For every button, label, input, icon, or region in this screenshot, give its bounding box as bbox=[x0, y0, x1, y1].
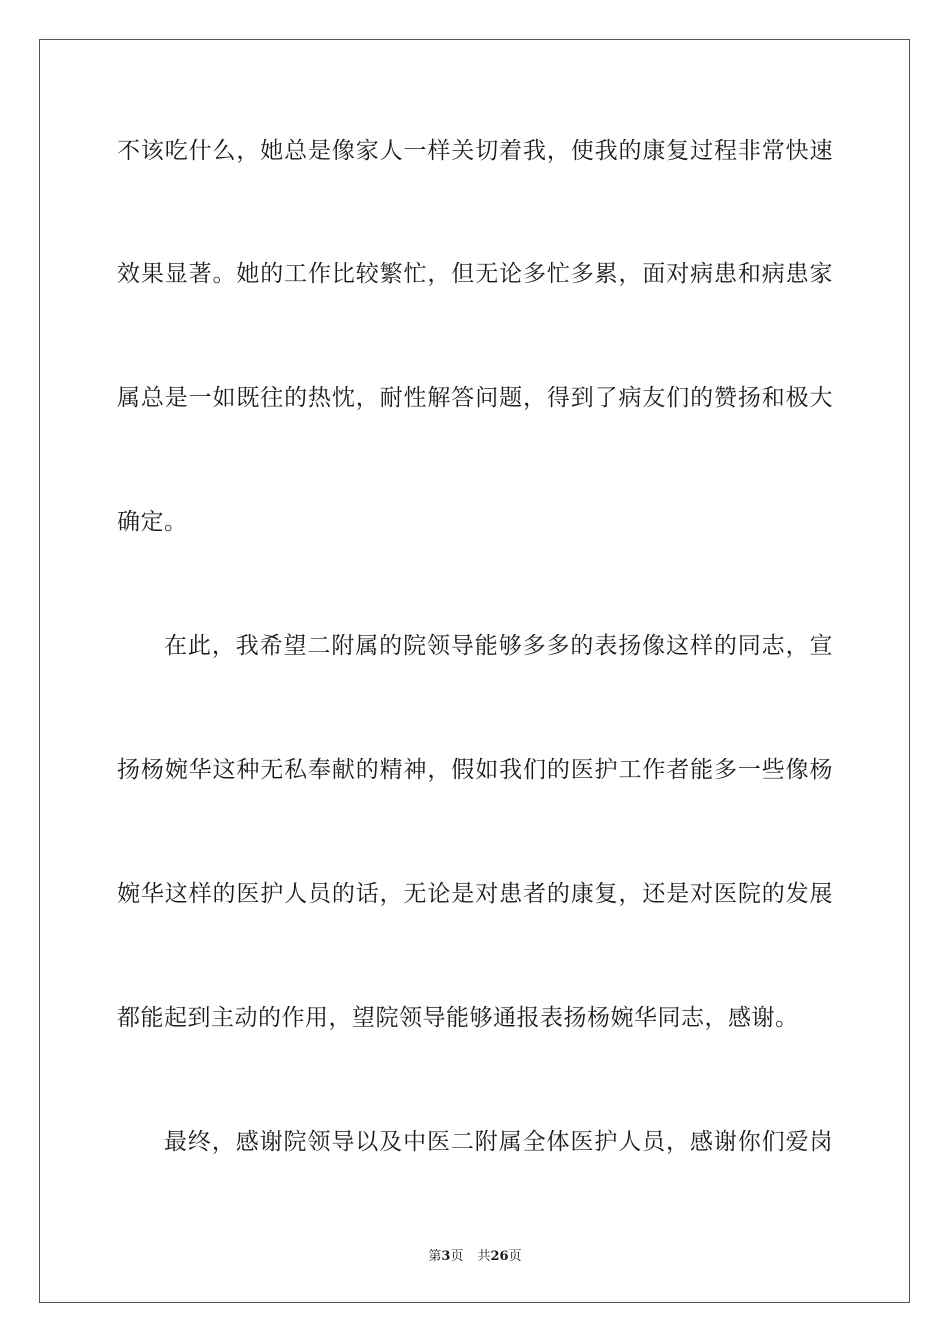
paragraph-2-line-2: 扬杨婉华这种无私奉献的精神，假如我们的医护工作者能多一些像杨 bbox=[117, 757, 833, 783]
page-prefix: 第 bbox=[428, 1249, 442, 1264]
page-suffix: 页 bbox=[450, 1249, 464, 1264]
paragraph-2-line-1: 在此，我希望二附属的院领导能够多多的表扬像这样的同志，宣 bbox=[164, 633, 833, 659]
body-line-1: 不该吃什么，她总是像家人一样关切着我，使我的康复过程非常快速 bbox=[117, 138, 833, 164]
body-line-2: 效果显著。她的工作比较繁忙，但无论多忙多累，面对病患和病患家 bbox=[117, 261, 833, 287]
paragraph-2-line-4: 都能起到主动的作用，望院领导能够通报表扬杨婉华同志，感谢。 bbox=[117, 1005, 799, 1031]
total-prefix: 共 bbox=[477, 1249, 491, 1264]
page-footer bbox=[0, 1248, 950, 1266]
paragraph-3-line-1: 最终，感谢院领导以及中医二附属全体医护人员，感谢你们爱岗 bbox=[164, 1129, 833, 1155]
body-line-4: 确定。 bbox=[117, 509, 188, 535]
total-pages: 26 bbox=[490, 1249, 509, 1264]
total-suffix: 页 bbox=[508, 1249, 522, 1264]
body-line-3: 属总是一如既往的热忱，耐性解答问题，得到了病友们的赞扬和极大 bbox=[117, 385, 833, 411]
page-number: 3 bbox=[441, 1249, 451, 1264]
page-border bbox=[39, 39, 910, 1303]
paragraph-2-line-3: 婉华这样的医护人员的话，无论是对患者的康复，还是对医院的发展 bbox=[117, 881, 833, 907]
